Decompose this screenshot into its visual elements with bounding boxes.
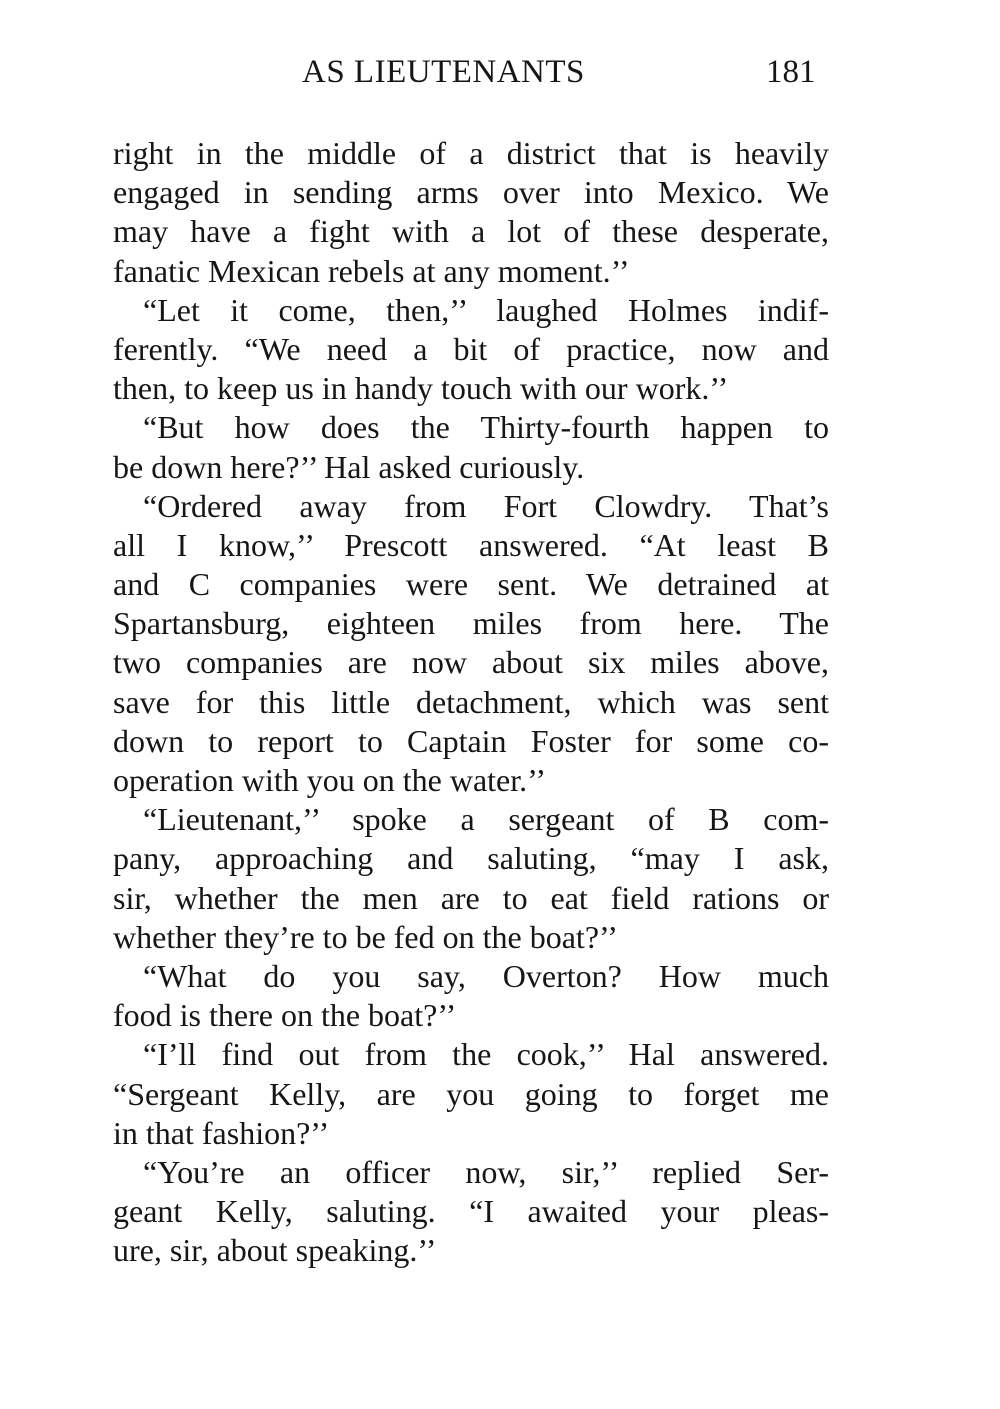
text-line: save for this little detachment, which was sent: [113, 683, 829, 720]
text-line: then, to keep us in handy touch with our work.’’: [113, 370, 729, 407]
text-line: “Sergeant Kelly, are you going to forget me: [113, 1075, 829, 1112]
text-line: two companies are now about six miles above,: [113, 644, 829, 681]
text-line: whether they’re to be fed on the boat?’’: [113, 918, 618, 955]
text-line: pany, approaching and saluting, “may I ask,: [113, 840, 829, 877]
text-line: down to report to Captain Foster for some co-: [113, 722, 829, 759]
text-line: “You’re an officer now, sir,’’ replied Ser-: [143, 1153, 829, 1190]
text-line: Spartansburg, eighteen miles from here. The: [113, 605, 829, 642]
text-line: in that fashion?’’: [113, 1114, 330, 1151]
chapter-title: AS LIEUTENANTS: [302, 54, 585, 90]
text-line: “Let it come, then,’’ laughed Holmes indif-: [143, 291, 829, 328]
text-line: may have a fight with a lot of these desperate,: [113, 213, 829, 250]
text-line: “I’ll find out from the cook,’’ Hal answered.: [143, 1036, 829, 1073]
text-line: be down here?’’ Hal asked curiously.: [113, 448, 585, 485]
text-line: fanatic Mexican rebels at any moment.’’: [113, 252, 630, 289]
text-line: ferently. “We need a bit of practice, now and: [113, 330, 829, 367]
text-line: operation with you on the water.’’: [113, 762, 547, 798]
text-line: “Lieutenant,’’ spoke a sergeant of B com-: [143, 801, 829, 838]
text-line: geant Kelly, saluting. “I awaited your pleas-: [113, 1193, 829, 1230]
text-line: “But how does the Thirty-fourth happen to: [143, 409, 829, 446]
page-number: 181: [766, 54, 816, 90]
text-line: right in the middle of a district that is heavily: [113, 135, 829, 171]
text-line: “What do you say, Overton? How much: [143, 957, 829, 994]
body-text: [113, 134, 829, 1270]
text-line: “Ordered away from Fort Clowdry. That’s: [143, 487, 829, 524]
text-line: engaged in sending arms over into Mexico. We: [113, 174, 829, 211]
text-line: and C companies were sent. We detrained at: [113, 566, 829, 603]
text-line: sir, whether the men are to eat field rations or: [113, 879, 829, 916]
text-line: all I know,’’ Prescott answered. “At least B: [113, 526, 829, 563]
running-header: [0, 50, 1000, 94]
text-line: ure, sir, about speaking.’’: [113, 1232, 437, 1269]
text-line: food is there on the boat?’’: [113, 997, 457, 1034]
